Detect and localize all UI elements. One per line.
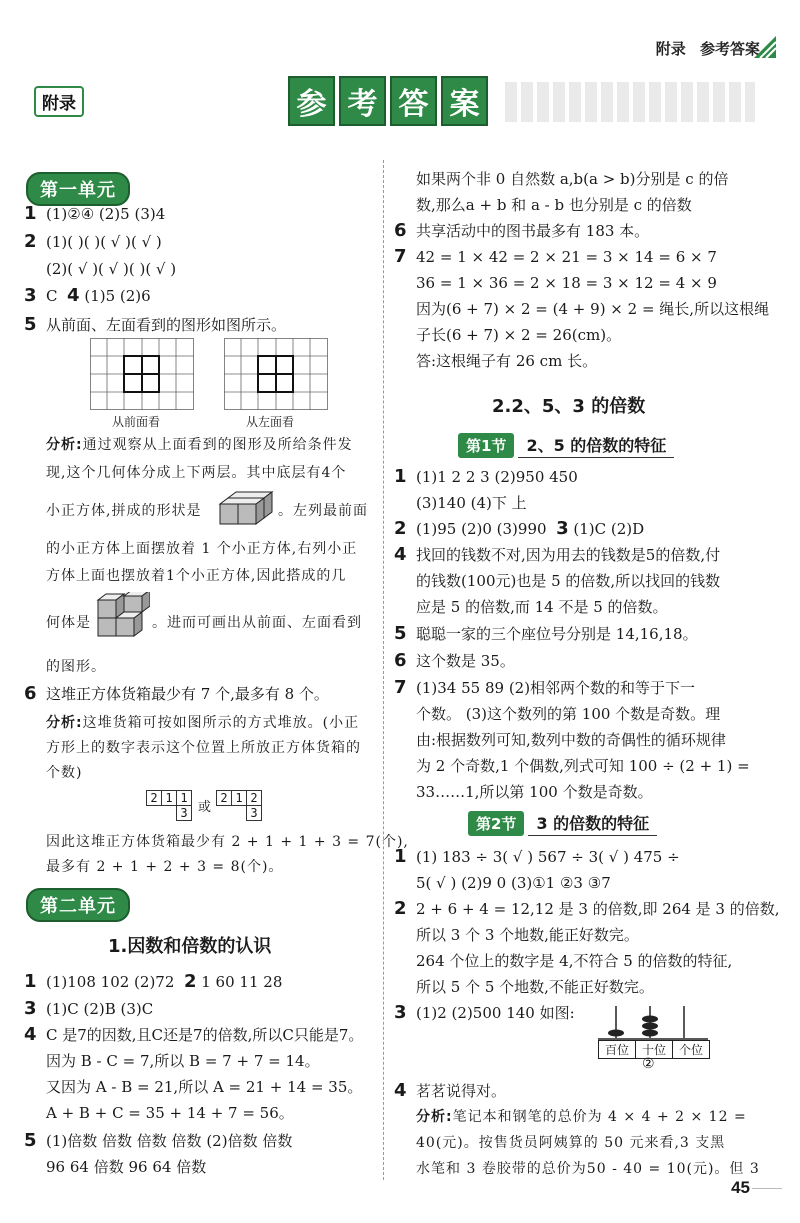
b-answer-5-line-2: 96 64 倍数 96 64 倍数 (46, 1158, 207, 1176)
front-view-grid (90, 338, 194, 410)
d-answer-1-line-2: 5( √ ) (2)9 0 (3)①1 ②3 ③7 (416, 874, 611, 892)
answer-text: (1)2 (2)500 140 如图: (416, 1004, 575, 1022)
answer-text: (1)108 102 (2)72 (46, 973, 175, 991)
r-answer-6: 6 共享活动中的图书最多有 183 本。 (394, 220, 650, 241)
page-number-rule (752, 1188, 782, 1189)
section-2-title: 2.2、5、3 的倍数 (492, 396, 646, 417)
r-line-1: 如果两个非 0 自然数 a,b(a > b)分别是 c 的倍 (416, 170, 729, 188)
analysis-2-line-4: 因此这堆正方体货箱最少有 2 + 1 + 1 + 3 = 7(个), (46, 834, 409, 850)
answer-text: (1)②④ (2)5 (3)4 (46, 205, 166, 223)
unit-2-badge: 第二单元 (26, 888, 130, 922)
r-answer-7-line-3: 因为(6 + 7) × 2 = (4 + 9) × 2 = 绳长,所以这根绳 (416, 300, 770, 318)
answer-text: C (46, 287, 58, 305)
analysis-1-line-6b: 。进而可画出从前面、左面看到 (152, 615, 362, 631)
header-logo-icon (752, 34, 778, 60)
answer-text: 1 60 11 28 (201, 973, 283, 991)
c-answer-7-line-4: 为 2 个奇数,1 个偶数,列式可知 100 ÷ (2 + 1) = (416, 757, 750, 775)
analysis-text: 笔记本和钢笔的总价为 4 × 4 + 2 × 12 = (452, 1109, 747, 1125)
answer-text: (1)C (2)B (3)C (46, 1000, 154, 1018)
c-answer-4-line-2: 的钱数(100元)也是 5 的倍数,所以找回的钱数 (416, 572, 721, 590)
subsection-tag: 第2节 (468, 811, 524, 836)
answer-text: (1) 183 ÷ 3( √ ) 567 ÷ 3( √ ) 475 ÷ (416, 848, 680, 866)
c-answer-1-line-2: (3)140 (4)下 上 (416, 494, 527, 512)
title-char: 考 (339, 76, 386, 126)
analysis-1-line-4: 的小正方体上面摆放着 1 个小正方体,右列小正 (46, 541, 358, 557)
c-answer-4: 4 找回的钱数不对,因为用去的钱数是5的倍数,付 (394, 544, 721, 565)
c-answer-2-3: 2 (1)95 (2)0 (3)990 3 (1)C (2)D (394, 518, 645, 539)
answer-2b: (2)( √ )( √ )( )( √ ) (46, 260, 177, 278)
r-line-2: 数,那么a + b 和 a - b 也分别是 c 的倍数 (416, 196, 692, 214)
answer-text: (1)1 2 2 3 (2)950 450 (416, 468, 578, 486)
answer-text: 2 + 6 + 4 = 12,12 是 3 的倍数,即 264 是 3 的倍数, (416, 900, 780, 918)
d-answer-2-line-2: 所以 3 个 3 个地数,能正好数完。 (416, 926, 639, 944)
answer-1: 1 (1)②④ (2)5 (3)4 (24, 203, 166, 224)
d-answer-2-line-4: 所以 5 个 5 个地数,不能正好数完。 (416, 978, 654, 996)
answer-3-4: 3 C 4 (1)5 (2)6 (24, 285, 151, 306)
analysis-text: 通过观察从上面看到的图形及所给条件发 (82, 437, 353, 453)
bleed-through-decoration (505, 82, 755, 122)
r-answer-7: 7 42 = 1 × 42 = 2 × 21 = 3 × 14 = 6 × 7 (394, 246, 717, 267)
grid-cell: 3 (246, 806, 262, 821)
grid-cell: 2 (247, 790, 262, 806)
c-answer-7-line-3: 由:根据数列可知,数列中数的奇偶性的循环规律 (416, 731, 726, 749)
subsection-1-header (458, 432, 674, 458)
analysis-label: 分析: (46, 437, 83, 453)
d-answer-2: 2 2 + 6 + 4 = 12,12 是 3 的倍数,即 264 是 3 的倍数, (394, 898, 780, 919)
appendix-badge: 附录 (34, 86, 84, 117)
subsection-title: 2、5 的倍数的特征 (518, 432, 674, 458)
unit-1-badge: 第一单元 (26, 172, 130, 206)
header-answers: 参考答案 (699, 41, 760, 58)
c-answer-7-line-2: 个数。 (3)这个数列的第 100 个数是奇数。理 (416, 705, 721, 723)
answer-text: 聪聪一家的三个座位号分别是 14,16,18。 (416, 625, 698, 643)
d-analysis-line-2: 40(元)。按售货员阿姨算的 50 元来看,3 支黑 (416, 1135, 726, 1151)
r-answer-7-line-2: 36 = 1 × 36 = 2 × 18 = 3 × 12 = 4 × 9 (416, 274, 717, 292)
answer-text: (1)95 (2)0 (3)990 (416, 520, 547, 538)
b-answer-4: 4 C 是7的因数,且C还是7的倍数,所以C只能是7。 (24, 1024, 364, 1045)
d-answer-3: 3 (1)2 (2)500 140 如图: (394, 1002, 575, 1023)
subsection-2-header (468, 810, 657, 836)
answer-text: (1)C (2)D (573, 520, 645, 538)
subsection-title: 3 的倍数的特征 (528, 810, 657, 836)
grid-cell: 1 (162, 790, 177, 806)
grid-cell: 3 (176, 806, 192, 821)
d-analysis-line-1 (416, 1106, 747, 1128)
header-appendix: 附录 (655, 41, 686, 58)
c-answer-1: 1 (1)1 2 2 3 (2)950 450 (394, 466, 578, 487)
analysis-1-line-3 (46, 500, 201, 522)
b-answer-3: 3 (1)C (2)B (3)C (24, 998, 154, 1019)
abacus-label: 百位 (599, 1041, 636, 1058)
grid-cell: 1 (177, 790, 192, 806)
b-answer-4-line-4: A + B + C = 35 + 14 + 7 = 56。 (46, 1104, 294, 1122)
r-answer-7-line-4: 子长(6 + 7) × 2 = 26(cm)。 (416, 326, 622, 344)
analysis-text: 这堆货箱可按如图所示的方式堆放。(小正 (82, 715, 360, 731)
answer-text: 这个数是 35。 (416, 652, 515, 670)
page-number: 45 (731, 1178, 750, 1197)
analysis-2-line-1 (46, 712, 359, 734)
analysis-1-line-7: 的图形。 (46, 659, 106, 675)
column-divider (383, 160, 384, 1180)
answer-text: 共享活动中的图书最多有 183 本。 (416, 222, 650, 240)
stack-diagram-2 (216, 790, 262, 821)
d-answer-4: 4 茗茗说得对。 (394, 1080, 507, 1101)
answer-text: (1)5 (2)6 (84, 287, 151, 305)
analysis-1-line-5: 方体上面也摆放着1个小正方体,因此搭成的几 (46, 568, 347, 584)
answer-text: (1)倍数 倍数 倍数 倍数 (2)倍数 倍数 (46, 1132, 293, 1150)
answer-text: 42 = 1 × 42 = 2 × 21 = 3 × 14 = 6 × 7 (416, 248, 717, 266)
grid-cell: 1 (232, 790, 247, 806)
abacus-label: 十位 (636, 1041, 673, 1058)
analysis-1-line-1 (46, 434, 353, 456)
analysis-2-line-3: 个数) (46, 765, 83, 781)
analysis-text: 小正方体,拼成的形状是 (46, 503, 202, 519)
analysis-1-line-2: 现,这个几何体分成上下两层。其中底层有4个 (46, 465, 347, 481)
b-answer-1-2: 1 (1)108 102 (2)72 2 1 60 11 28 (24, 971, 283, 992)
d-answer-1: 1 (1) 183 ÷ 3( √ ) 567 ÷ 3( √ ) 475 ÷ (394, 846, 680, 867)
subsection-tag: 第1节 (458, 433, 514, 458)
title-char: 参 (288, 76, 335, 126)
answer-text: 从前面、左面看到的图形如图所示。 (46, 316, 287, 334)
stack-diagram-1 (146, 790, 192, 821)
b-answer-4-line-2: 因为 B - C = 7,所以 B = 7 + 7 = 14。 (46, 1052, 320, 1070)
analysis-label: 分析: (46, 715, 83, 731)
d-analysis-line-3: 水笔和 3 卷胶带的总价为50 - 40 = 10(元)。但 3 (416, 1161, 760, 1177)
c-answer-5: 5 聪聪一家的三个座位号分别是 14,16,18。 (394, 623, 698, 644)
b-answer-4-line-3: 又因为 A - B = 21,所以 A = 21 + 14 = 35。 (46, 1078, 363, 1096)
section-1-title: 1.因数和倍数的认识 (108, 936, 272, 957)
c-answer-6: 6 这个数是 35。 (394, 650, 515, 671)
d-answer-2-line-3: 264 个位上的数字是 4,不符合 5 的倍数的特征, (416, 952, 733, 970)
abacus-mark: ② (642, 1056, 655, 1072)
analysis-2-line-2: 方形上的数字表示这个位置上所放正方体货箱的 (46, 740, 361, 756)
title-char: 答 (390, 76, 437, 126)
left-view-caption: 从左面看 (246, 415, 295, 429)
answer-2: 2 (1)( )( )( √ )( √ ) (24, 231, 162, 252)
left-view-grid (224, 338, 328, 410)
analysis-label: 分析: (416, 1109, 453, 1125)
abacus-diagram (598, 1004, 708, 1040)
front-view-caption: 从前面看 (112, 415, 161, 429)
page-title (288, 76, 488, 126)
c-answer-7-line-5: 33……1,所以第 100 个数是奇数。 (416, 783, 653, 801)
answer-5: 5 从前面、左面看到的图形如图所示。 (24, 314, 287, 335)
r-answer-7-line-5: 答:这根绳子有 26 cm 长。 (416, 352, 598, 370)
answer-text: 这堆正方体货箱最少有 7 个,最多有 8 个。 (46, 685, 329, 703)
c-answer-4-line-3: 应是 5 的倍数,而 14 不是 5 的倍数。 (416, 598, 668, 616)
b-answer-5: 5 (1)倍数 倍数 倍数 倍数 (2)倍数 倍数 (24, 1130, 293, 1151)
cube-shape-bottom-layer (218, 490, 274, 528)
grid-cell: 2 (216, 790, 232, 806)
answer-text: C 是7的因数,且C还是7的倍数,所以C只能是7。 (46, 1026, 364, 1044)
title-char: 案 (441, 76, 488, 126)
analysis-2-line-5: 最多有 2 + 1 + 2 + 3 = 8(个)。 (46, 859, 284, 875)
or-label: 或 (198, 800, 212, 815)
cube-shape-structure (96, 592, 150, 646)
abacus-label: 个位 (678, 1043, 703, 1057)
running-header (646, 38, 760, 59)
analysis-1-line-6: 何体是 (46, 615, 91, 631)
grid-cell: 2 (146, 790, 162, 806)
c-answer-7: 7 (1)34 55 89 (2)相邻两个数的和等于下一 (394, 677, 696, 698)
answer-text: 找回的钱数不对,因为用去的钱数是5的倍数,付 (416, 546, 721, 564)
analysis-1-line-3b: 。左列最前面 (278, 503, 368, 519)
answer-text: (1)34 55 89 (2)相邻两个数的和等于下一 (416, 679, 696, 697)
answer-text: (1)( )( )( √ )( √ ) (46, 233, 162, 251)
answer-text: 茗茗说得对。 (416, 1082, 507, 1100)
answer-6: 6 这堆正方体货箱最少有 7 个,最多有 8 个。 (24, 683, 329, 704)
